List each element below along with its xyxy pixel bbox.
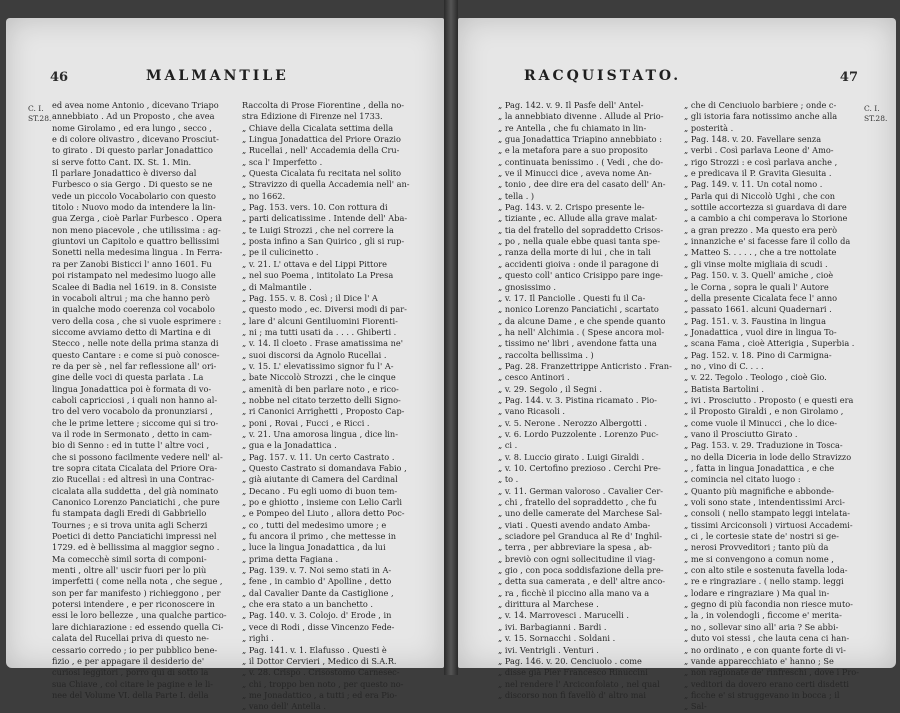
text-line: „ vano Ricasoli . xyxy=(498,406,565,417)
text-line: tre sopra citata Cicalata del Priore Ora- xyxy=(52,463,218,473)
text-line: in vocaboli altrui ; ma che hanno però xyxy=(52,292,210,303)
text-line: siccome avviamo detto di Martina e di xyxy=(52,326,211,337)
text-line: „ da alcune Dame , e che spende quanto xyxy=(498,315,666,326)
text-line: gua Zerga , cioè Parlar Furbesco . Opera xyxy=(52,213,222,224)
text-line: „ Pag. 143. v. 2. Crispo presente le- xyxy=(498,202,645,213)
text-line: „ Questo Castrato si domandava Fabio , xyxy=(242,463,407,473)
text-line: „ nel suo Poema , intitolato La Presa xyxy=(242,270,394,281)
text-line: „ e Pompeo del Liuto , allora detto Poc- xyxy=(242,508,405,519)
text-line: „ terra , per abbreviare la spesa , ab- xyxy=(498,542,652,553)
text-line: „ Pag. 140. v. 3. Colojo. d' Erode , in xyxy=(242,610,392,621)
text-line: „ Lingua Jonadattica del Priore Orazio xyxy=(242,134,401,145)
text-line: „ ci . xyxy=(498,440,518,451)
text-line: „ ficche e' si struggevano in bocca ; il xyxy=(684,689,840,700)
text-line: „ po , nella quale ebbe quasi tanta spe- xyxy=(498,236,660,247)
text-line: va il rode in Sermonato , detto in cam- xyxy=(52,428,212,439)
text-line: „ a gran prezzo . Ma questo era però xyxy=(684,224,838,235)
text-line: „ v. 5. Nerone . Nerozzo Albergotti . xyxy=(498,417,648,428)
text-line: annebbiato . Ad un Proposto , che avea xyxy=(52,111,215,122)
text-line: „ sca l' Imperfetto . xyxy=(242,156,323,167)
text-line: „ gli vinse molte migliaia di scudi . xyxy=(684,258,828,269)
text-line: „ pe il culicinetto . xyxy=(242,247,319,258)
text-line: „ tiziante , ec. Allude alla grave malat- xyxy=(498,213,658,224)
text-column-left xyxy=(52,100,228,701)
text-line: Tournes ; e si trova unita agli Scherzi xyxy=(52,519,208,530)
text-line: „ e la metafora pare a suo proposito xyxy=(498,145,648,156)
text-line: nee del Volume VI. della Parte I. della xyxy=(52,689,209,700)
text-line: Raccolta di Prose Fiorentine , della no- xyxy=(242,100,405,110)
text-line: „ bate Niccolò Strozzi , che le cinque xyxy=(242,372,396,383)
text-line: „ dirittura al Marchese . xyxy=(498,599,599,610)
page-number: 47 xyxy=(839,70,858,85)
text-line: „ tella . ) xyxy=(498,190,535,201)
text-line: „ raccolta bellissima . ) xyxy=(498,349,594,360)
text-line: „ v. 17. Il Panciolle . Questi fu il Ca- xyxy=(498,292,646,303)
text-line: „ ivi. Ventrigli . Venturi . xyxy=(498,644,599,655)
margin-note: ST.28. xyxy=(864,114,888,123)
text-line: giuntovi un Capitolo e quattro bellissimi xyxy=(52,236,220,247)
text-line: „ non ragionate de' rinfreschi , dove i Pro- xyxy=(684,667,860,678)
text-line: „ Batista Bartolini . xyxy=(684,383,764,394)
text-line: „ nel rendere l' Arciconfolato , nel qual xyxy=(498,678,660,689)
text-line: nome Girolamo , ed era lungo , secco , xyxy=(52,122,212,133)
text-line: „ Pag. 144. v. 3. Pistina ricamato . Pio- xyxy=(498,394,657,405)
text-line: „ po e ghiotto , insieme con Lelio Carli xyxy=(242,497,402,508)
running-head: MALMANTILE xyxy=(146,68,289,84)
text-line: „ chi , troppo ben noto , per questo no- xyxy=(242,678,404,689)
text-line: „ tia del fratello del sopraddetto Crisos- xyxy=(498,224,664,235)
right-page xyxy=(458,18,896,712)
text-line: „ gua e la Jonadattica . xyxy=(242,440,337,451)
text-column-right xyxy=(242,100,418,713)
text-line: „ vano il Prosciutto Girato . xyxy=(684,428,798,439)
text-line: „ Pag. 139. v. 7. Noi semo stati in A- xyxy=(242,565,392,576)
margin-note: C. I. xyxy=(28,104,44,113)
text-line: „ breviò con ogni sollecitudine il viag- xyxy=(498,553,656,564)
text-line: „ tissimo ne' libri , avendone fatta una xyxy=(498,338,657,349)
text-line: „ Pag. 149. v. 11. Un cotal nomo . xyxy=(684,179,823,190)
text-line: „ v. 22. Tegolo . Teologo , cioè Gio. xyxy=(684,372,827,383)
text-line: „ Stravizzo di quella Accademia nell' an- xyxy=(242,179,410,190)
text-line: „ Pag. 150. v. 3. Quell' amiche , cioè xyxy=(684,270,834,281)
text-line: „ v. 14. Marrovesci . Marucelli . xyxy=(498,610,629,621)
text-line: „ v. 21. L' ottava e del Lippi Pittore xyxy=(242,258,388,269)
text-line: „ Pag. 28. Franzettrippe Anticristo . Fran- xyxy=(498,360,672,371)
text-line: „ vande apparecchiato e' hanno ; Se xyxy=(684,655,834,666)
margin-note: ST.28. xyxy=(28,114,52,123)
text-line: „ uno delle camerate del Marchese Sal- xyxy=(498,508,663,519)
text-line: „ Pag. 155. v. 8. Così ; il Dice l' A xyxy=(242,292,378,303)
text-line: „ che era stato a un banchetto . xyxy=(242,599,374,610)
text-line: „ posta infino a San Quirico , gli si rup- xyxy=(242,236,405,247)
margin-notes xyxy=(864,104,894,124)
text-column-right xyxy=(684,100,860,713)
text-line: „ suoi discorsi da Agnolo Rucellai . xyxy=(242,349,387,360)
text-line: „ v. 14. Il cloeto . Frase amatissima ne' xyxy=(242,338,403,349)
text-line: „ disse già Pier Francesco Rinuccini xyxy=(498,667,648,678)
text-line: „ righi . xyxy=(242,633,274,644)
text-line: „ Sal- xyxy=(684,701,707,712)
text-line: sua Chiave , col citare le pagine e le li- xyxy=(52,678,214,689)
text-line: „ il Dottor Cervieri , Medico di S.A.R. xyxy=(242,655,397,666)
text-line: Sonetti nella medesima lingua . In Ferra- xyxy=(52,247,223,258)
running-head: RACQUISTATO. xyxy=(524,68,682,84)
text-line: „ Jonadattica , vuol dire in lingua To- xyxy=(684,326,837,337)
text-line: „ il Proposto Giraldi , e non Girolamo , xyxy=(684,406,844,417)
text-line: „ v. 6. Lordo Puzzolente . Lorenzo Puc- xyxy=(498,428,659,439)
text-line: „ Decano . Fu egli uomo di buon tem- xyxy=(242,485,398,496)
text-line: „ v. 28. Crispo . Crisostomo Carnesec- xyxy=(242,667,400,678)
text-line: „ v. 29. Segolo , il Segni . xyxy=(498,383,602,394)
margin-notes xyxy=(28,104,50,124)
text-line: „ Pag. 146. v. 20. Cenciuolo . come xyxy=(498,655,642,666)
text-line: „ della presente Cicalata fece l' anno xyxy=(684,292,838,303)
text-line: menti , oltre all' uscir fuori per lo più xyxy=(52,565,207,576)
text-line: „ Parla qui di Niccolò Ughi , che con xyxy=(684,190,836,201)
page-number: 46 xyxy=(50,70,69,85)
text-line: „ veditori da dovero erano certi disdetti xyxy=(684,678,849,689)
text-line: „ Rucellai , nell' Accademia della Cru- xyxy=(242,145,400,156)
text-line: „ Pag. 153. v. 29. Traduzione in Tosca- xyxy=(684,440,843,451)
text-line: essi le loro bellezze , una qualche partico- xyxy=(52,610,227,621)
text-line: „ Chiave della Cicalata settima della xyxy=(242,122,394,133)
text-line: „ gnosissimo . xyxy=(498,281,557,292)
text-line: „ passato 1661. alcuni Quadernari . xyxy=(684,304,832,315)
text-line: Stecco , nelle note della prima stanza di xyxy=(52,338,219,349)
text-line: fu stampata dagli Eredi di Gabbriello xyxy=(52,508,207,519)
text-line: „ voli sono state , intendentissimi Arci- xyxy=(684,497,845,508)
text-line: „ te Luigi Strozzi , che nel correre la xyxy=(242,224,394,235)
text-line: „ cesco Antinori . xyxy=(498,372,570,383)
text-line: „ , fatta in lingua Jonadattica , e che xyxy=(684,463,835,473)
text-line: „ gli istoria fara notissimo anche alla xyxy=(684,111,838,122)
text-line: fizio , e per appagare il desiderio de' xyxy=(52,655,205,666)
text-line: „ Matteo S. . . . . , che a tre nottolate xyxy=(684,247,837,258)
text-line: „ v. 11. German valoroso . Cavalier Cer- xyxy=(498,485,664,496)
text-line: „ lodare e ringraziare ) Ma qual in- xyxy=(684,587,830,598)
text-line: „ v. 15. Sornacchi . Soldani . xyxy=(498,633,616,644)
text-line: „ no , vino di C. . . . xyxy=(684,360,764,371)
text-line: „ detta sua camerata , e dell' altre anco- xyxy=(498,576,666,587)
text-line: to girato . Di questo parlar Jonadattico xyxy=(52,145,213,156)
text-line: „ Pag. 141. v. 1. Elafusso . Questi è xyxy=(242,644,387,655)
text-line: „ la annebbiato divenne . Allude al Prio- xyxy=(498,111,664,122)
text-line: „ ve il Minucci dice , aveva nome An- xyxy=(498,168,652,179)
text-line: „ innanziche e' si facesse fare il collo da xyxy=(684,236,851,247)
text-line: „ v. 8. Luccio girato . Luigi Giraldi . xyxy=(498,451,645,462)
text-line: che si possono facilmente vedere nell' al- xyxy=(52,451,223,462)
text-line: „ parti delicatissime . Intende dell' Aba- xyxy=(242,213,408,224)
text-line: „ me si convengono a comun nome , xyxy=(684,553,834,564)
text-line: „ ci , le cortesie state de' nostri si ge- xyxy=(684,531,839,542)
text-line: „ già aiutante di Camera del Cardinal xyxy=(242,474,398,485)
text-line: „ to . xyxy=(498,474,519,485)
text-column-left xyxy=(498,100,674,701)
text-line: „ verbi . Così parlava Leone d' Amo- xyxy=(684,145,834,156)
text-line: stra Edizione di Firenze nel 1733. xyxy=(242,111,383,122)
text-line: „ luce la lingua Jonadattica , da lui xyxy=(242,542,386,553)
text-line: „ con alto stile e sostenuta favella loda- xyxy=(684,565,848,576)
text-line: lare dichiarazione : ed essendo quella Ci- xyxy=(52,621,224,632)
text-line: „ no della Diceria in lode dello Stravizzo xyxy=(684,451,852,462)
text-line: „ fu ancora il primo , che mettesse in xyxy=(242,531,397,542)
text-line: „ amenità di ben parlare noto , e rico- xyxy=(242,383,399,394)
text-line: „ ra , ficchè il piccino alla mano va a xyxy=(498,587,650,598)
text-line: „ Quanto più magnifiche e abbonde- xyxy=(684,485,834,496)
text-line: „ a cambio a chi comperava lo Storione xyxy=(684,213,848,224)
margin-note: C. I. xyxy=(864,104,880,113)
text-line: „ consoli ( nello stampato leggi intelata- xyxy=(684,508,851,519)
text-line: „ ri Canonici Arrighetti , Proposto Cap- xyxy=(242,406,405,417)
text-line: „ ivi . Prosciutto . Proposto ( e questi era xyxy=(684,394,854,405)
text-line: „ nerosi Provveditori ; tanto più da xyxy=(684,542,829,553)
text-line: caboli capricciosi , i quali non hanno al- xyxy=(52,394,218,405)
text-line: „ come vuole il Minucci , che lo dice- xyxy=(684,417,837,428)
text-line: ed avea nome Antonio , dicevano Triapo xyxy=(52,100,219,110)
text-line: imperfetti ( come nella nota , che segue , xyxy=(52,576,223,587)
text-line: son per far manifesto ) richieggono , per xyxy=(52,587,221,598)
text-line: non meno piacevole , che utilissima : ag- xyxy=(52,224,221,235)
text-line: „ nonico Lorenzo Panciatichi , scartato xyxy=(498,304,659,315)
text-line: cicalata alla suddetta , del già nominato xyxy=(52,485,219,496)
text-line: „ continuata benissimo . ( Vedi , che do- xyxy=(498,156,663,167)
text-line: Scalee di Badia nel 1619. in 8. Consiste xyxy=(52,281,217,292)
text-line: si serve fotto Cant. IX. St. 1. Min. xyxy=(52,156,192,167)
text-line: ra per Zanobi Bisticci l' anno 1601. Fu xyxy=(52,258,212,269)
text-line: „ comincia nel citato luogo : xyxy=(684,474,801,485)
text-line: „ tissimi Arciconsoli ) virtuosi Accademi- xyxy=(684,519,853,530)
text-line: che le prime lettere ; siccome qui si tro- xyxy=(52,417,219,428)
text-line: „ ranza della morte di lui , che in tali xyxy=(498,247,651,258)
text-line: bio di Senno : ed in tutte l' altre voci , xyxy=(52,440,210,451)
text-line: questo Cantare : e come si può conosce- xyxy=(52,349,220,360)
text-line: „ la , in volendogli , ficcome e' merita- xyxy=(684,610,842,621)
text-line: „ gua Jonadattica Triapino annebbiato : xyxy=(498,134,662,145)
text-line: calata del Rucellai priva di questo ne- xyxy=(52,633,209,644)
text-line: „ Pag. 148. v. 20. Favellare senza xyxy=(684,134,822,145)
text-line: in qualche modo coerenza col vocabolo xyxy=(52,304,215,315)
text-line: „ Pag. 151. v. 3. Faustina in lingua xyxy=(684,315,826,326)
text-line: „ sottile accortezza si guardava di dare xyxy=(684,202,847,213)
text-line: „ no ordinato , e con quante forte di vi- xyxy=(684,644,846,655)
text-line: „ scana Fama , cioè Atterigia , Superbia . xyxy=(684,338,855,349)
text-line: „ no , sollevar sino all' aria ? Se abbi- xyxy=(684,621,839,632)
text-line: „ questo coll' antico Crisippo pare inge- xyxy=(498,270,663,281)
text-line: „ posterità . xyxy=(684,122,734,133)
text-line: „ v. 10. Certofino prezioso . Cerchi Pre- xyxy=(498,463,661,473)
text-line: „ accidenti gioiva : onde il paragone di xyxy=(498,258,659,269)
text-line: „ gio , con poca soddisfazione della pre- xyxy=(498,565,664,576)
text-line: lingua Jonadattica poi è formata di vo- xyxy=(52,383,212,394)
text-line: curiosi leggitori , porro qui di sotto la xyxy=(52,667,209,678)
text-line: titolo : Nuovo modo da intendere la lin- xyxy=(52,202,216,213)
left-page xyxy=(6,18,444,712)
text-line: „ Pag. 142. v. 9. Il Pasfe dell' Antel- xyxy=(498,100,644,110)
text-line: „ Questa Cicalata fu recitata nel solito xyxy=(242,168,402,179)
text-line: Ma comecchè simil sorta di componi- xyxy=(52,553,207,564)
text-line: re da per sè , nel far reflessione all' ori- xyxy=(52,360,217,371)
text-line: Furbesco o sia Gergo . Di questo se ne xyxy=(52,179,213,190)
text-line: „ viati . Questi avendo andato Amba- xyxy=(498,519,651,530)
text-line: „ discorso non fi favellò d' altro mai xyxy=(498,689,646,700)
text-line: „ Pag. 152. v. 18. Pino di Carmigna- xyxy=(684,349,832,360)
text-line: „ rigo Strozzi : e così parlava anche , xyxy=(684,156,838,167)
text-line: cessario corredo ; io per pubblico bene- xyxy=(52,644,218,655)
text-line: e di colore olivastro , dicevano Prosciut- xyxy=(52,134,219,145)
book-spine xyxy=(444,0,458,675)
text-line: „ duto voi stessi , che lauta cena ci han- xyxy=(684,633,850,644)
text-line: „ re Antella , che fu chiamato in lin- xyxy=(498,122,647,133)
text-line: Poetici di detto Panciatichi impressi nel xyxy=(52,531,217,542)
text-line: „ co , tutti del medesimo umore ; e xyxy=(242,519,387,530)
text-line: „ no 1662. xyxy=(242,190,286,201)
text-line: „ tonio , dee dire era del casato dell' An- xyxy=(498,179,666,190)
text-line: „ Pag. 153. vers. 10. Con rottura di xyxy=(242,202,388,213)
text-line: „ sciadore pel Granduca al Re d' Inghil- xyxy=(498,531,662,542)
text-line: „ e predicava il P. Gravita Giesuita . xyxy=(684,168,832,179)
text-line: Il parlare Jonadattico è diverso dal xyxy=(52,168,197,179)
text-line: „ poni , Rovai , Fucci , e Ricci . xyxy=(242,417,370,428)
text-line: „ v. 15. L' elevatissimo signor fu l' A- xyxy=(242,360,394,371)
text-line: „ me Jonadattico , a tutti ; ed era Pio- xyxy=(242,689,398,700)
text-line: „ questo modo , ec. Diversi modi di par- xyxy=(242,304,407,315)
text-line: potersi intendere , e per riconoscere in xyxy=(52,599,215,610)
text-line: „ vano dell' Antella . xyxy=(242,701,326,712)
text-line: „ prima detta Fagiana . xyxy=(242,553,339,564)
text-line: „ dal Cavalier Dante da Castiglione , xyxy=(242,587,394,598)
text-line: „ ivi. Barbagianni . Bardi . xyxy=(498,621,607,632)
text-line: „ Pag. 157. v. 11. Un certo Castrato . xyxy=(242,451,395,462)
text-line: „ ni ; ma tutti usati da . . . . Ghiberti . xyxy=(242,326,397,337)
text-line: „ nobbe nel citato terzetto delli Signo- xyxy=(242,394,401,405)
text-line: „ re e ringraziare . ( nello stamp. leggi xyxy=(684,576,844,587)
text-line: tro del vero vocabolo da pronunziarsi , xyxy=(52,406,213,417)
text-line: „ fene , in cambio d' Apolline , detto xyxy=(242,576,392,587)
text-line: 1729. ed è bellissima al maggior segno . xyxy=(52,542,220,553)
text-line: „ ha nell' Alchimia . ( Spese ancora mol- xyxy=(498,326,665,337)
text-line: „ vece di Rodi , disse Vincenzo Fede- xyxy=(242,621,395,632)
text-line: Canonico Lorenzo Panciatichi , che pure xyxy=(52,497,220,508)
text-line: zio Rucellai : ed altresì in una Contrac- xyxy=(52,474,215,485)
text-line: „ chi , fratello del sopraddetto , che fu xyxy=(498,497,657,508)
text-line: gine delle voci di questa parlata . La xyxy=(52,372,204,383)
text-line: „ gegno di più facondia non riesce muto- xyxy=(684,599,853,610)
text-line: vero della cosa , che si vuole esprimere : xyxy=(52,315,222,326)
text-line: poi ristampato nel medesimo luogo alle xyxy=(52,270,216,281)
text-line: vede un piccolo Vocabolario con questo xyxy=(52,190,216,201)
text-line: „ che di Cenciuolo barbiere ; onde c- xyxy=(684,100,837,110)
text-line: „ v. 21. Una amorosa lingua , dice lin- xyxy=(242,428,398,439)
text-line: „ lare d' alcuni Gentiluomini Fiorenti- xyxy=(242,315,398,326)
text-line: „ di Malmantile . xyxy=(242,281,312,292)
text-line: „ le Corna , sopra le quali l' Autore xyxy=(684,281,829,292)
